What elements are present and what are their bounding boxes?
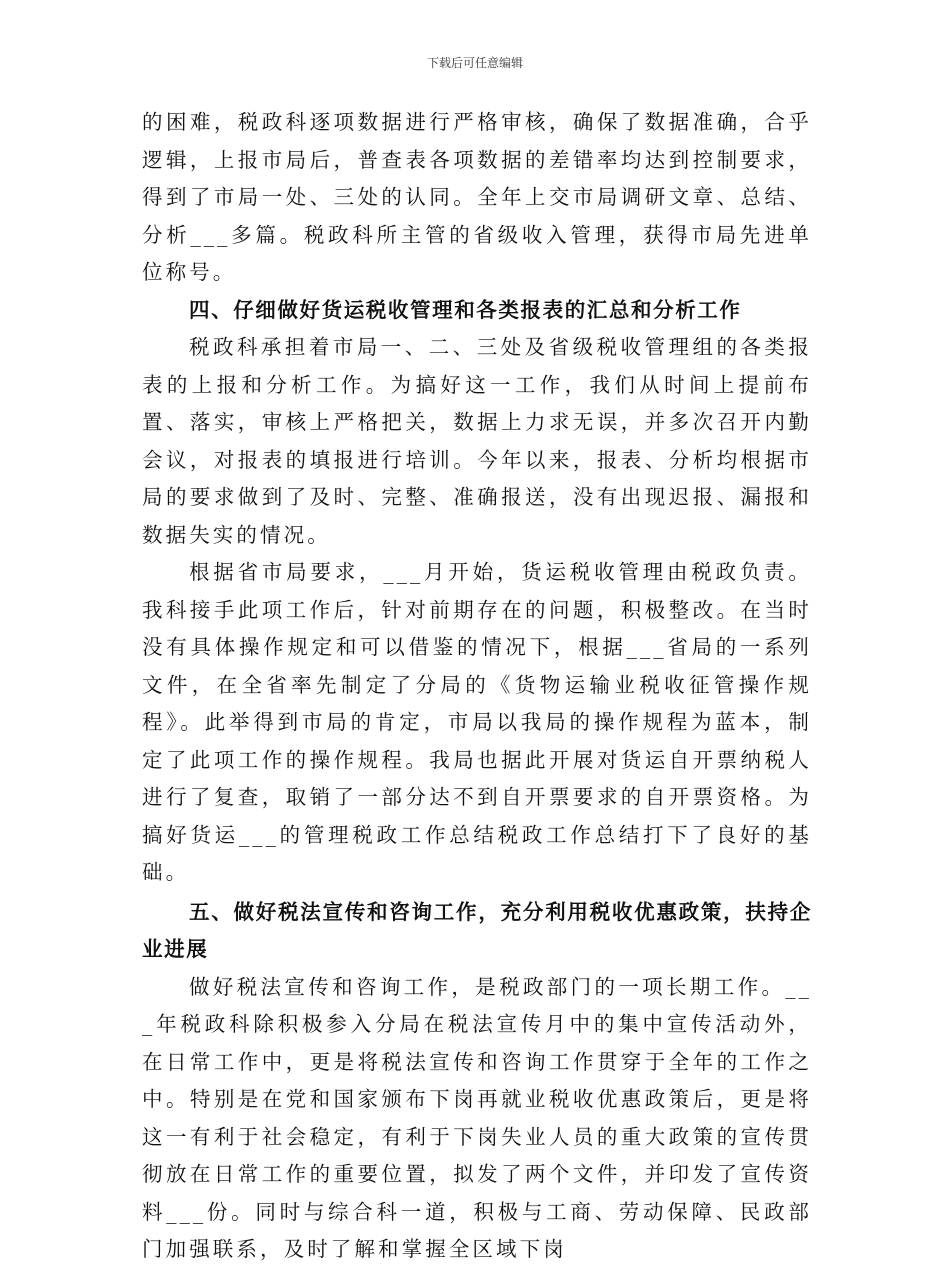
section-heading-5: 五、做好税法宣传和咨询工作，充分利用税收优惠政策，扶持企业进展 bbox=[142, 899, 812, 961]
paragraph-continued: 的困难，税政科逐项数据进行严格审核，确保了数据准确，合乎逻辑，上报市局后，普查表各项数据的差错率均达到控制要求，得到了市局一处、三处的认同。全年上交市局调研文章、总结、分析___多篇。税政科所主管的省级收入管理，获得市局先进单位称号。 bbox=[142, 110, 812, 284]
paragraph-tax-publicity: 做好税法宣传和咨询工作，是税政部门的一项长期工作。___年税政科除积极参入分局在税法宣传月中的集中宣传活动外，在日常工作中，更是将税法宣传和咨询工作贯穿于全年的工作之中。特别是在党和国家颁布下岗再就业税收优惠政策后，更是将这一有利于社会稳定，有利于下岗失业人员的重大政策的宣传贯彻放在日常工作的重要位置，拟发了两个文件，并印发了宣传资料___份。同时与综合科一道，积极与工商、劳动保障、民政部门加强联系，及时了解和掌握全区域下岗 bbox=[142, 974, 812, 1261]
page-header-note: 下载后可任意编辑 bbox=[426, 56, 523, 70]
document-body bbox=[142, 104, 812, 1269]
paragraph-freight-tax: 根据省市局要求，___月开始，货运税收管理由税政负责。我科接手此项工作后，针对前期存在的问题，积极整改。在当时没有具体操作规定和可以借鉴的情况下，根据___省局的一系列文件，在全省率先制定了分局的《货物运输业税收征管操作规程》。此举得到市局的肯定，市局以我局的操作规程为蓝本，制定了此项工作的操作规程。我局也据此开展对货运自开票纳税人进行了复查，取销了一部分达不到自开票要求的自开票资格。为搞好货运___的管理税政工作总结税政工作总结打下了良好的基础。 bbox=[142, 560, 812, 884]
section-heading-4: 四、仔细做好货运税收管理和各类报表的汇总和分析工作 bbox=[189, 297, 742, 322]
paragraph-reports: 税政科承担着市局一、二、三处及省级税收管理组的各类报表的上报和分析工作。为搞好这一工作，我们从时间上提前布置、落实，审核上严格把关，数据上力求无误，并多次召开内勤会议，对报表的填报进行培训。今年以来，报表、分析均根据市局的要求做到了及时、完整、准确报送，没有出现迟报、漏报和数据失实的情况。 bbox=[142, 335, 812, 547]
